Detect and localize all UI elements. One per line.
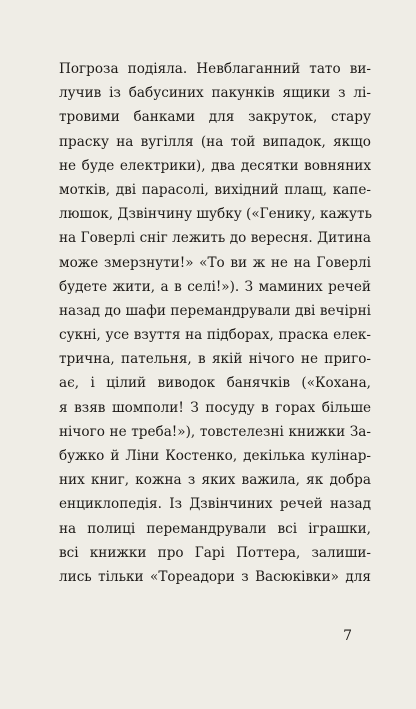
text-line: праску на вугілля (на той випадок, якщо bbox=[59, 133, 371, 150]
text-line: Погроза подіяла. Невблаганний тато ви- bbox=[59, 61, 371, 77]
page-number: 7 bbox=[343, 628, 352, 644]
text-line: енциклопедія. Із Дзвінчиних речей назад bbox=[59, 496, 371, 513]
text-line: лучив із бабусиних пакунків ящики з лі- bbox=[59, 85, 371, 102]
text-line: бужко й Ліни Костенко, декілька кулінар- bbox=[59, 448, 371, 464]
text-line: на полиці перемандрували всі іграшки, bbox=[59, 520, 371, 537]
text-line: на Говерлі сніг лежить до вересня. Дитина bbox=[59, 230, 371, 247]
text-line: нічого не треба!»), товстелезні книжки За- bbox=[59, 423, 371, 440]
text-line: будете жити, а в селі!»). З маминих речей bbox=[59, 278, 371, 295]
text-line: них книг, кожна з яких важила, як добра bbox=[59, 472, 371, 489]
text-line: ає, і цілий виводок банячків («Кохана, bbox=[59, 375, 371, 392]
text-line: трична, пательня, в якій нічого не пригo- bbox=[59, 351, 371, 368]
text-line: лись тільки «Тореадори з Васюківки» для bbox=[59, 568, 371, 585]
body-text bbox=[59, 57, 371, 589]
text-line: люшок, Дзвінчину шубку («Генику, кажуть bbox=[59, 206, 372, 223]
text-line: я взяв шомполи! З посуду в горах більше bbox=[59, 399, 371, 416]
text-line: сукні, усе взуття на підборах, праска елек- bbox=[59, 327, 371, 344]
text-line: не буде електрики), два десятки вовняних bbox=[59, 157, 371, 174]
text-line: тровими банками для закруток, стару bbox=[59, 109, 371, 126]
text-line: всі книжки про Гарі Поттера, залиши- bbox=[59, 544, 371, 561]
text-line: може змерзнути!» «То ви ж не на Говерлі bbox=[59, 254, 371, 271]
text-line: назад до шафи перемандрували дві вечірні bbox=[59, 302, 371, 319]
text-line: мотків, дві парасолі, вихідний плащ, капе- bbox=[59, 181, 371, 198]
